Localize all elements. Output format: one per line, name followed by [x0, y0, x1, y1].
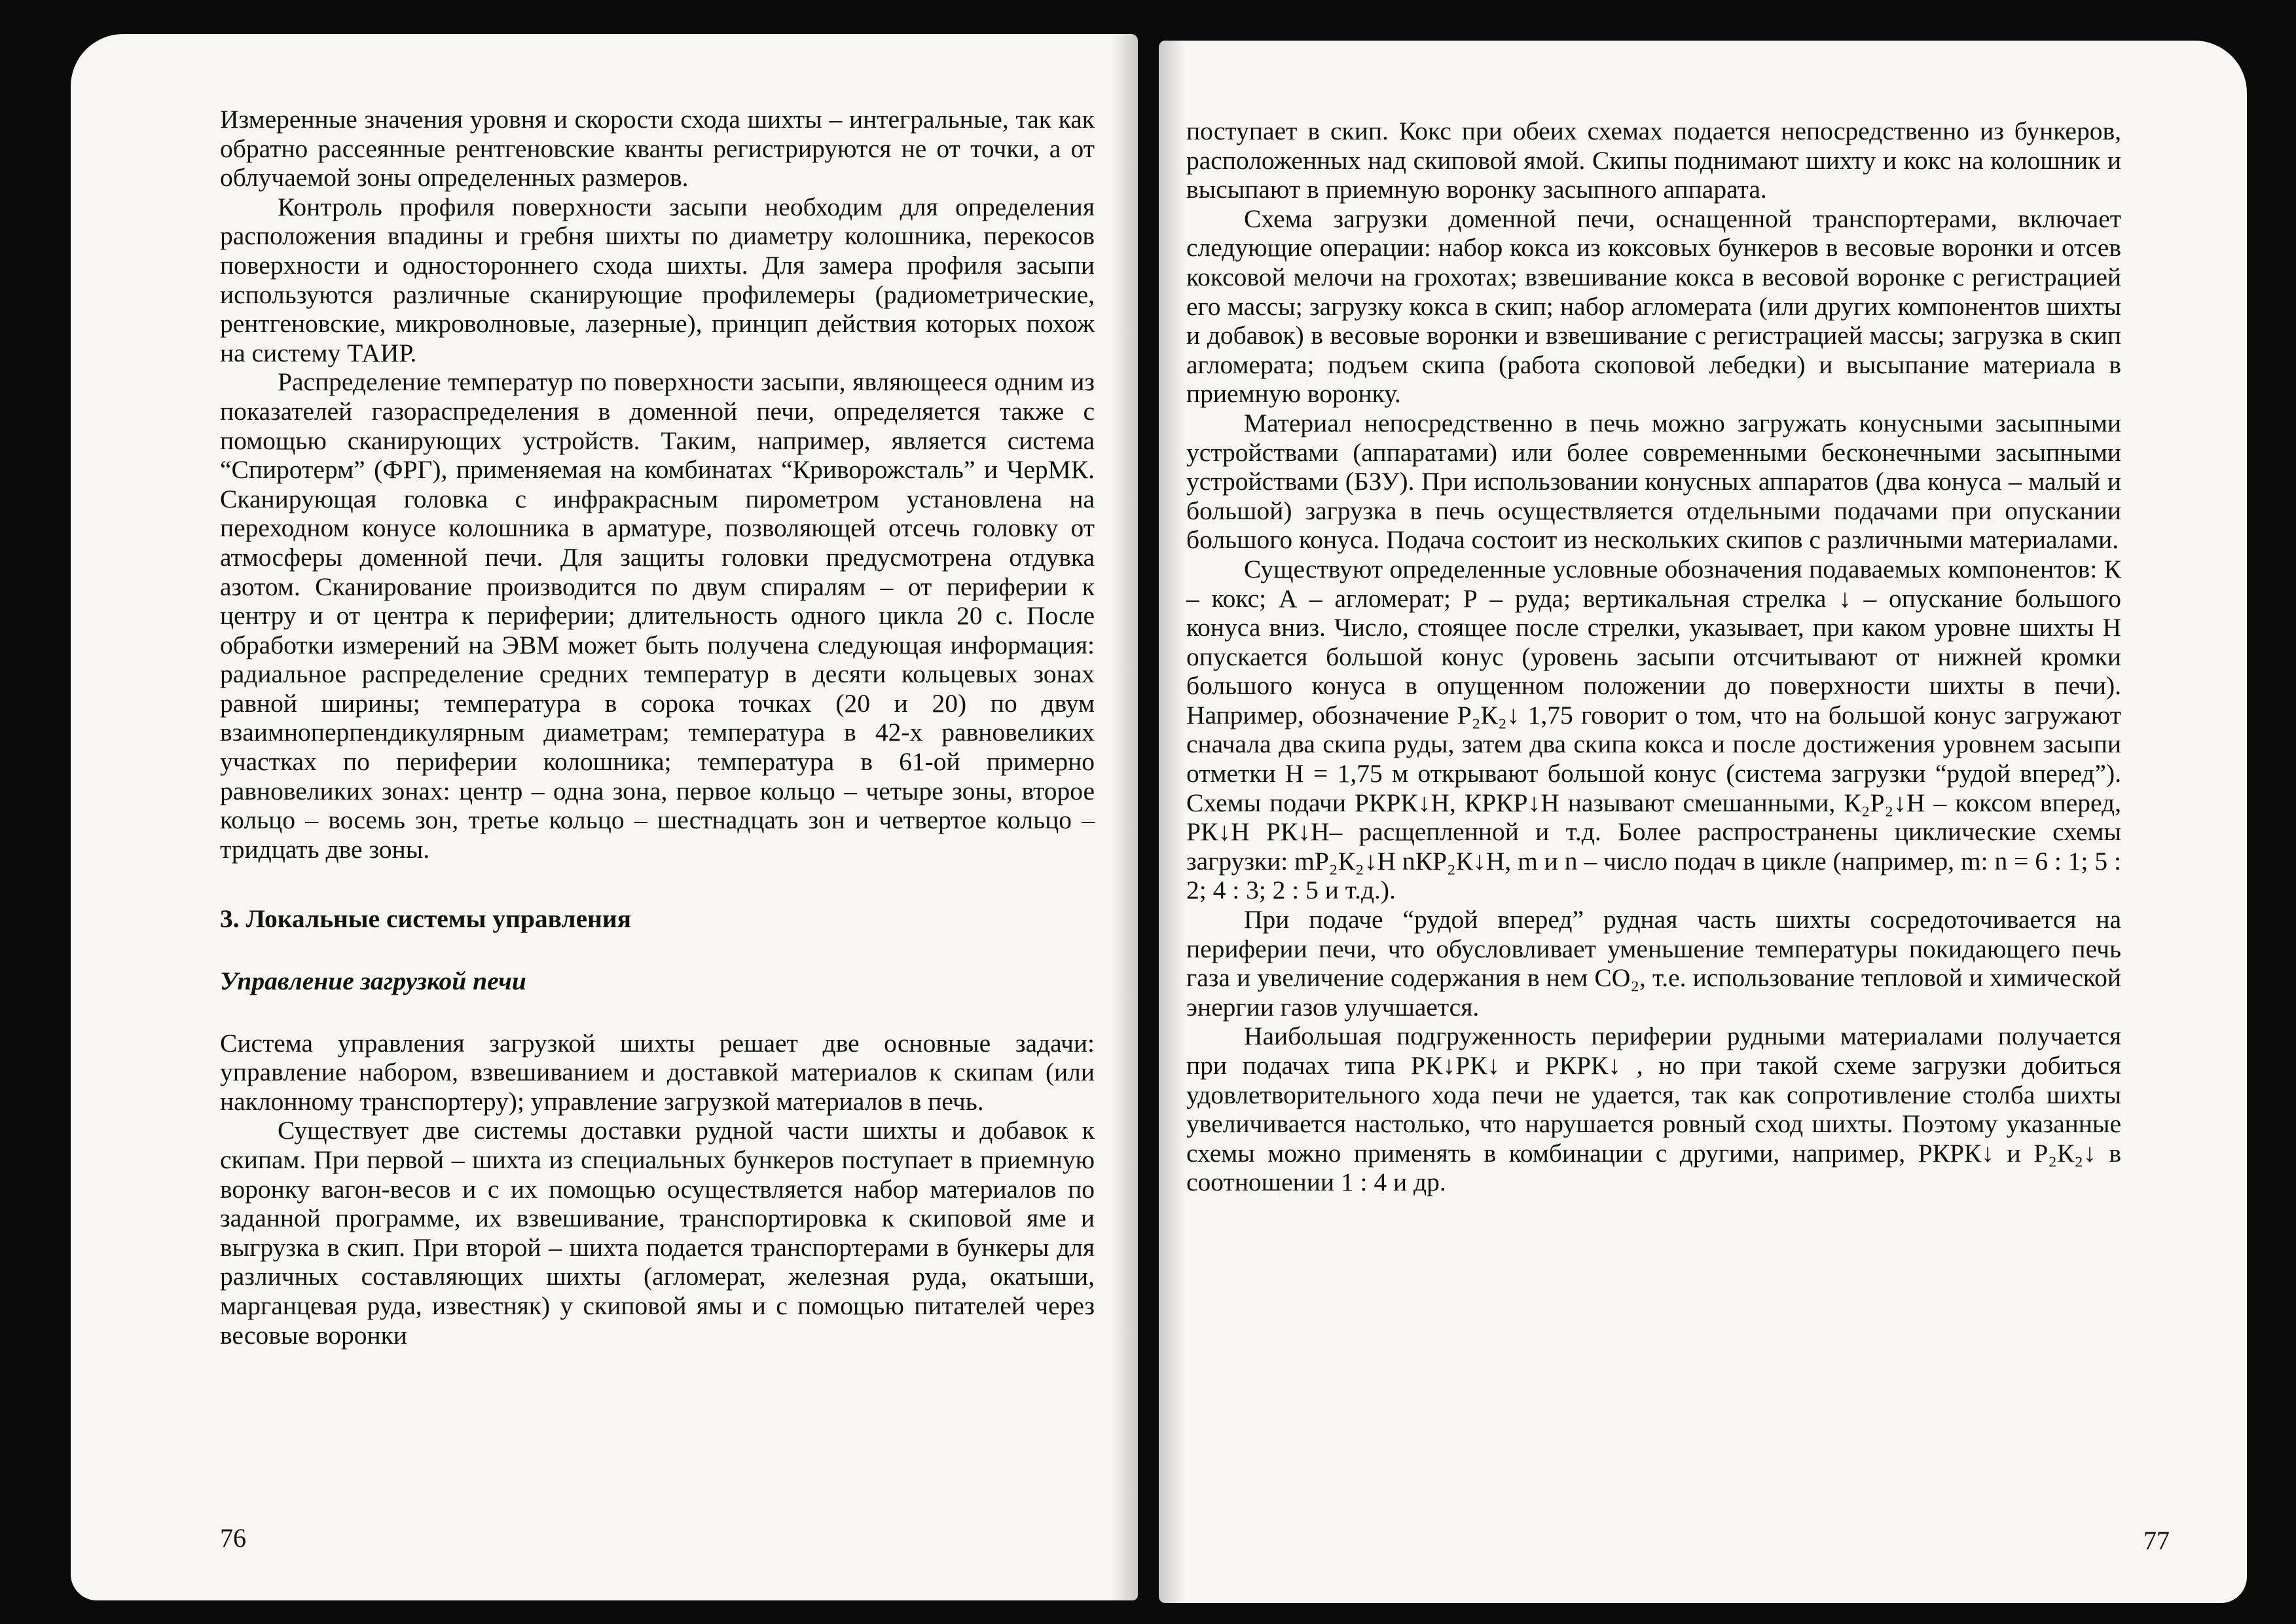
periphery-paragraph: Наибольшая подгруженность периферии рудными материалами получается при подачах типа РК↓РК↓ и РКРК↓ , но при такой схеме загрузки добиться удовлетворительного хода печи не удается, так как сопротивление столба шихты увеличивается настолько, что нарушается ровный сход шихты. Поэтому указанные схемы можно применять в комбинации с другими, например, РКРК↓ и Р₂К₂↓ в соотношении 1 : 4 и др. [1186, 1022, 2121, 1197]
intro-paragraph: Измеренные значения уровня и скорости схода шихты – интегральные, так как обратно рассеянные рентгеновские кванты регистрируются не от точки, а от облучаемой зоны определенных размеров. [220, 105, 1095, 193]
right-page [1159, 41, 2247, 1603]
delivery-paragraph: Существует две системы доставки рудной части шихты и добавок к скипам. При первой – шихта из специальных бункеров поступает в приемную воронку вагон-весов и с их помощью осуществляется набор материалов по заданной программе, их взвешивание, транспортировка к скиповой яме и выгрузка в скип. При второй – шихта подается транспортерами в бункеры для различных составляющих шихты (агломерат, железная руда, окатыши, марганцевая руда, известняк) у скиповой ямы и с помощью питателей через весовые воронки [220, 1116, 1095, 1350]
spine-shadow [1159, 41, 1185, 1603]
section-heading: 3. Локальные системы управления [220, 904, 632, 934]
scheme-paragraph: Схема загрузки доменной печи, оснащенной транспортерами, включает следующие операции: набор кокса из коксовых бункеров в весовые воронки и отсев коксовой мелочи на грохотах; взвешивание кокса в весовой воронке с регистрацией его массы; загрузку кокса в скип; набор агломерата (или других компонентов шихты и добавок) в весовые воронки и взвешивание с регистрацией массы; загрузка в скип агломерата; подъем скипа (работа скоповой лебедки) и высыпание материала в приемную воронку. [1186, 204, 2121, 409]
right-page-text [1186, 117, 2121, 1197]
ore-forward-paragraph: При подаче “рудой вперед” рудная часть шихты сосредоточивается на периферии печи, что обусловливает уменьшение температуры покидающего печь газа и увеличение содержания в нем СО₂, т.е. использование тепловой и химической энергии газов улучшается. [1186, 905, 2121, 1022]
page-number: 76 [220, 1523, 246, 1553]
left-page [71, 34, 1138, 1600]
page-number: 77 [2143, 1526, 2170, 1555]
subsection-heading: Управление загрузкой печи [220, 967, 526, 996]
profile-paragraph: Контроль профиля поверхности засыпи необходим для определения расположения впадины и гребня шихты по диаметру колошника, перекосов поверхности и одностороннего схода шихты. Для замера профиля засыпи используются различные сканирующие профилемеры (радиометрические, рентгеновские, микроволновые, лазерные), принцип действия которых похож на систему ТАИР. [220, 192, 1095, 367]
temperature-paragraph: Распределение температур по поверхности засыпи, являющееся одним из показателей газораспределения в доменной печи, определяется также с помощью сканирующих устройств. Таким, например, является система “Спиротерм” (ФРГ), применяемая на комбинатах “Криворожсталь” и ЧерМК. Сканирующая головка с инфракрасным пирометром установлена на переходном конусе колошника в арматуре, позволяющей отсечь головку от атмосферы доменной печи. Для защиты головки предусмотрена отдувка азотом. Сканирование производится по двум спиралям – от периферии к центру и от центра к периферии; длительность одного цикла 20 с. После обработки измерений на ЭВМ может быть получена следующая информация: радиальное распределение средних температур в десяти кольцевых зонах равной ширины; температура в сорока точках (20 и 20) по двум взаимноперпендикулярным диаметрам; температура в 42-х равновеликих участках по периферии колошника; температура в 61-ой примерно равновеликих зонах: центр – одна зона, первое кольцо – четыре зоны, второе кольцо – восемь зон, третье кольцо – шестнадцать зон и четвертое кольцо – тридцать две зоны. [220, 367, 1095, 864]
notation-paragraph: Существуют определенные условные обозначения подаваемых компонентов: К – кокс; А – агломерат; Р – руда; вертикальная стрелка ↓ – опускание большого конуса вниз. Число, стоящее после стрелки, указывает, при каком уровне шихты H опускается большой конус (уровень засыпи отсчитывают от нижней кромки большого конуса в опущенном положении до поверхности шихты в печи). Например, обозначение Р₂К₂↓ 1,75 говорит о том, что на большой конус загружают сначала два скипа руды, затем два скипа кокса и после достижения уровнем засыпи отметки H = 1,75 м открывают большой конус (система загрузки “рудой вперед”). Схемы подачи РКРК↓H, КРКР↓H называют смешанными, К₂Р₂↓H – коксом вперед, РК↓H РК↓H– расщепленной и т.д. Более распространены циклические схемы загрузки: mР₂К₂↓H nКР₂К↓H, m и n – число подач в цикле (например, m: n = 6 : 1; 5 : 2; 4 : 3; 2 : 5 и т.д.). [1186, 554, 2121, 905]
continuation-paragraph: поступает в скип. Кокс при обеих схемах подается непосредственно из бункеров, расположенных над скиповой ямой. Скипы поднимают шихту и кокс на колошник и высыпают в приемную воронку засыпного аппарата. [1186, 117, 2121, 204]
spine-shadow [1112, 34, 1138, 1600]
material-paragraph: Материал непосредственно в печь можно загружать конусными засыпными устройствами (аппаратами) или более современными бесконечными засыпными устройствами (БЗУ). При использовании конусных аппаратов (два конуса – малый и большой) загрузка в печь осуществляется отдельными подачами при опускании большого конуса. Подача состоит из нескольких скипов с различными материалами. [1186, 408, 2121, 555]
tasks-paragraph: Система управления загрузкой шихты решает две основные задачи: управление набором, взвешиванием и доставкой материалов к скипам (или наклонному транспортеру); управление загрузкой материалов в печь. [220, 1028, 1095, 1116]
left-page-text [220, 105, 1095, 1350]
